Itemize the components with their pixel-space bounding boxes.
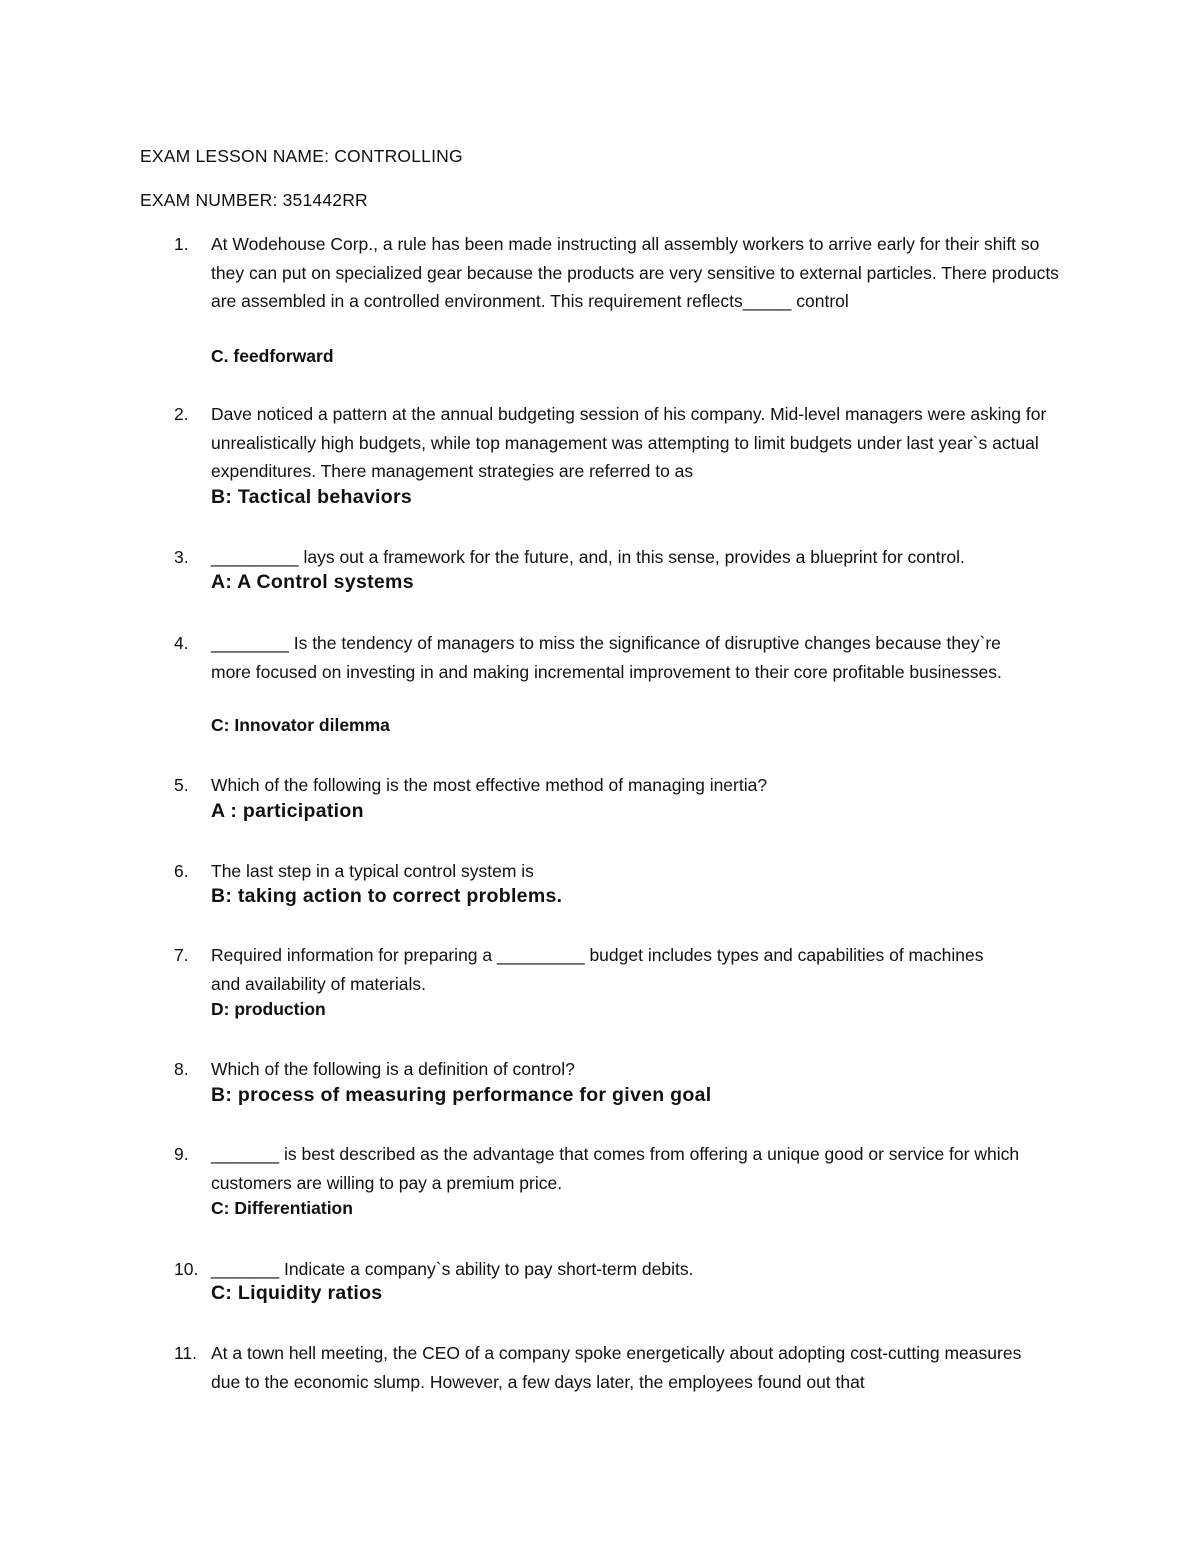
exam-number: EXAM NUMBER: 351442RR [140, 190, 368, 210]
question-number: 7. [174, 945, 189, 965]
question-answer: D: production [211, 999, 326, 1019]
question-text: Dave noticed a pattern at the annual budgeting session of his company. Mid-level managers were asking for unrealistically high budgets, while top management was attempting to limit budgets under last year`s actual expenditures. There management strategies are referred to as [211, 404, 1047, 481]
question-number: 8. [174, 1059, 189, 1079]
question-number: 3. [174, 547, 189, 567]
question-answer: A : participation [211, 800, 364, 822]
question-number: 11. [174, 1343, 198, 1363]
question-number: 2. [174, 404, 189, 424]
question-number: 6. [174, 861, 189, 881]
question-text: The last step in a typical control system is [211, 861, 534, 881]
exam-lesson-name: EXAM LESSON NAME: CONTROLLING [140, 146, 463, 166]
question-answer: C: Differentiation [211, 1198, 353, 1218]
question-answer: A: A Control systems [211, 571, 414, 593]
question-answer: B: process of measuring performance for given goal [211, 1084, 712, 1106]
question-number: 5. [174, 775, 189, 795]
question-text: _______ Indicate a company`s ability to pay short-term debits. [211, 1259, 694, 1279]
question-text: Which of the following is the most effective method of managing inertia? [211, 775, 768, 795]
question-text: _______ is best described as the advantage that comes from offering a unique good or service for which customers are willing to pay a premium price. [211, 1144, 1020, 1193]
question-number: 10. [174, 1259, 199, 1279]
question-answer: C: Liquidity ratios [211, 1282, 383, 1304]
question-text: ________ Is the tendency of managers to miss the significance of disruptive changes because they`re more focused on investing in and making incremental improvement to their core profitable businesses. [211, 633, 1002, 682]
question-text: _________ lays out a framework for the future, and, in this sense, provides a blueprint for control. [211, 547, 965, 567]
question-text: Required information for preparing a _________ budget includes types and capabilities of machines and availability of materials. [211, 945, 984, 994]
question-text: Which of the following is a definition of control? [211, 1059, 575, 1079]
question-answer: B: Tactical behaviors [211, 486, 413, 508]
question-number: 1. [174, 234, 189, 254]
question-answer: C. feedforward [211, 346, 334, 366]
question-number: 4. [174, 633, 189, 653]
question-answer: B: taking action to correct problems. [211, 885, 563, 907]
question-answer: C: Innovator dilemma [211, 715, 390, 735]
question-text: At Wodehouse Corp., a rule has been made instructing all assembly workers to arrive early for their shift so they can put on specialized gear because the products are very sensitive to external particles. There products are assembled in a controlled environment. This requirement reflects_____ control [211, 234, 1059, 311]
question-number: 9. [174, 1144, 189, 1164]
question-text: At a town hell meeting, the CEO of a company spoke energetically about adopting cost-cutting measures due to the economic slump. However, a few days later, the employees found out that [211, 1343, 1022, 1392]
